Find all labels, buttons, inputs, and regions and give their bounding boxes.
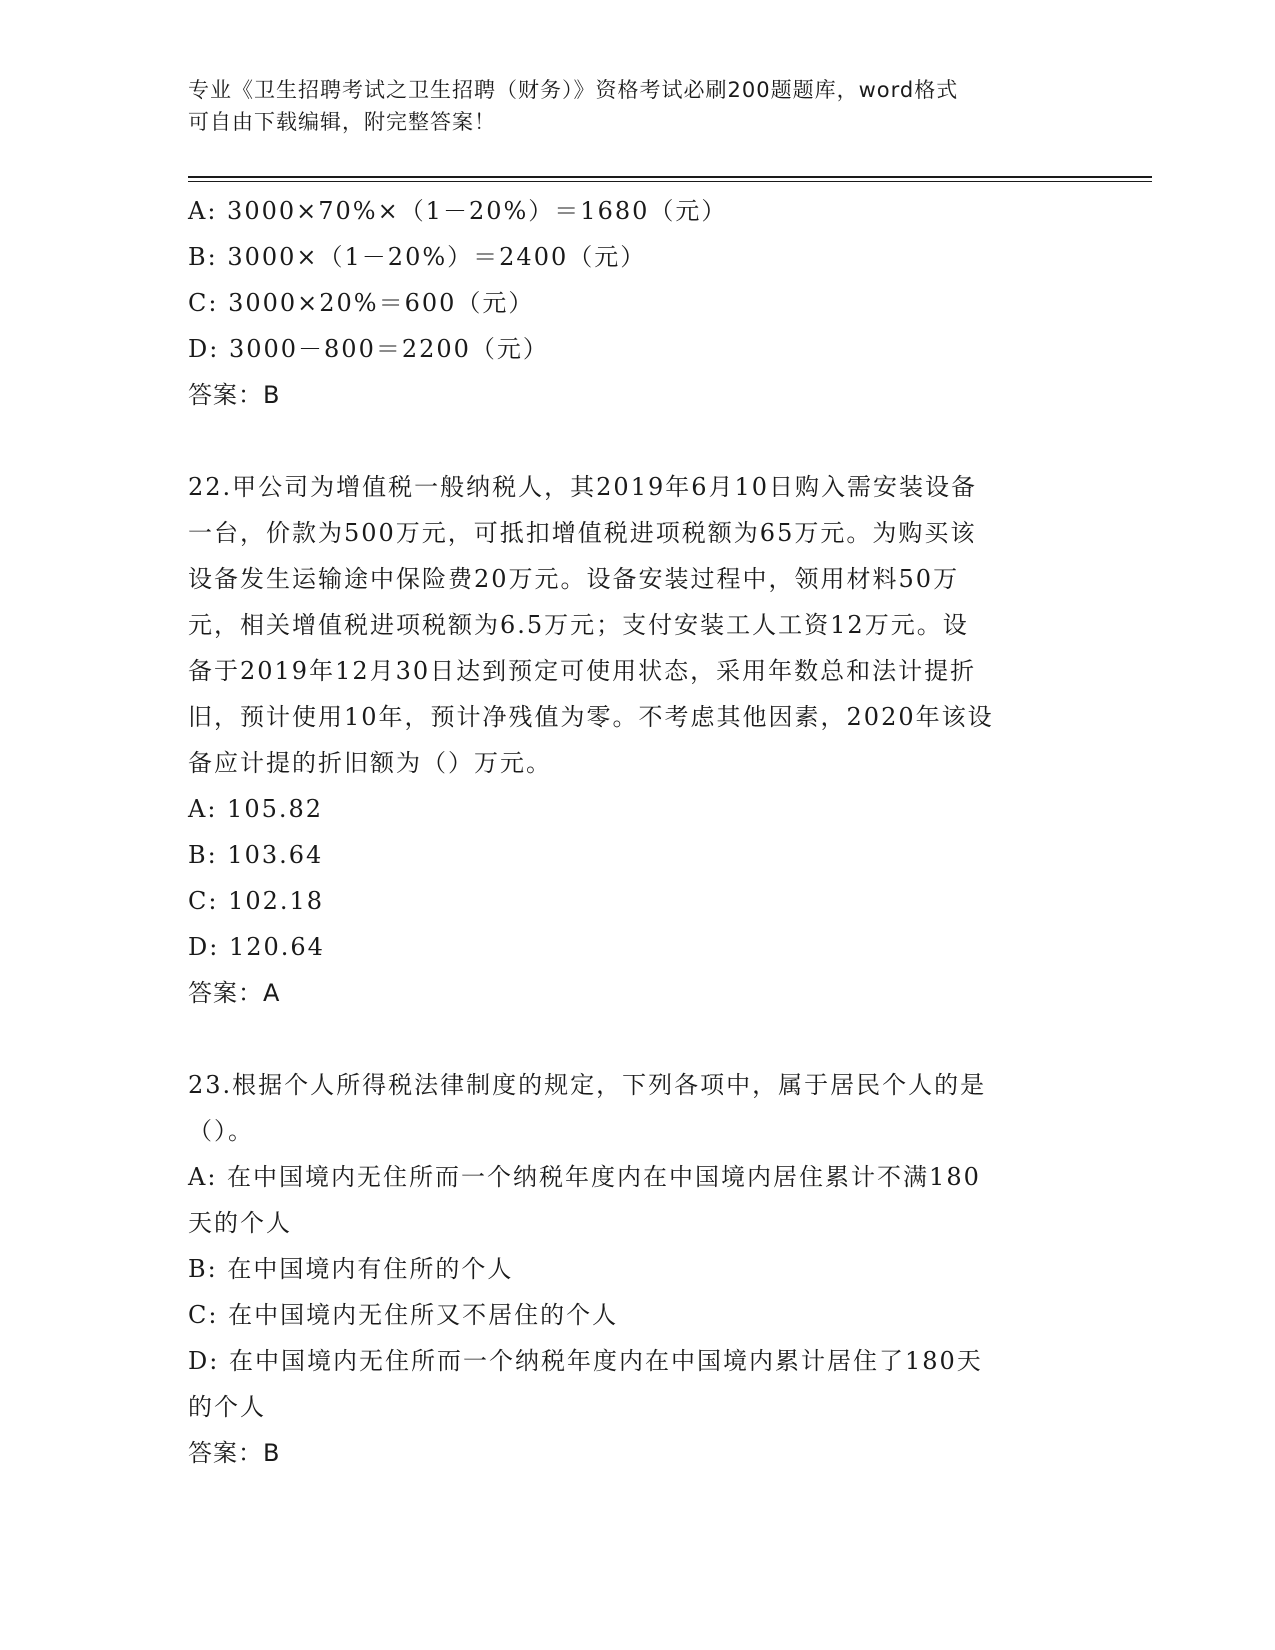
option-d: D: 在中国境内无住所而一个纳税年度内在中国境内累计居住了180天 (188, 1347, 983, 1375)
option-c: C: 102.18 (188, 887, 325, 915)
question-stem-line: 22.甲公司为增值税一般纳税人，其2019年6月10日购入需安装设备 (188, 473, 978, 501)
option-b: B: 103.64 (188, 841, 324, 869)
header-line-1: 专业《卫生招聘考试之卫生招聘（财务）》资格考试必刷200题题库，word格式 (188, 78, 959, 102)
question-stem-line: 23.根据个人所得税法律制度的规定，下列各项中，属于居民个人的是 (188, 1071, 987, 1099)
header-divider-thin (188, 181, 1152, 182)
option-a: A: 105.82 (188, 795, 324, 823)
option-d-continued: 的个人 (188, 1393, 266, 1421)
option-a: A: 3000×70%×（1－20%）＝1680（元） (188, 197, 728, 225)
option-b: B: 在中国境内有住所的个人 (188, 1255, 514, 1283)
answer: 答案：A (188, 979, 281, 1007)
question-stem-line: 元，相关增值税进项税额为6.5万元；支付安装工人工资12万元。设 (188, 611, 969, 639)
option-b: B: 3000×（1－20%）＝2400（元） (188, 243, 647, 271)
question-stem-line: 备应计提的折旧额为（）万元。 (188, 749, 552, 777)
question-21 (188, 188, 1088, 418)
option-d: D: 120.64 (188, 933, 325, 961)
header-divider-thick (188, 176, 1152, 178)
option-a: A: 在中国境内无住所而一个纳税年度内在中国境内居住累计不满180 (188, 1163, 981, 1191)
answer: 答案：B (188, 381, 281, 409)
spacer (188, 1016, 1088, 1062)
option-c: C: 在中国境内无住所又不居住的个人 (188, 1301, 619, 1329)
question-stem-line: （）。 (188, 1117, 254, 1145)
question-content (188, 188, 1088, 1476)
question-stem-line: 设备发生运输途中保险费20万元。设备安装过程中，领用材料50万 (188, 565, 960, 593)
question-stem-line: 备于2019年12月30日达到预定可使用状态，采用年数总和法计提折 (188, 657, 977, 685)
question-stem-line: 一台，价款为500万元，可抵扣增值税进项税额为65万元。为购买该 (188, 519, 977, 547)
document-header (188, 74, 1068, 138)
question-22 (188, 464, 1088, 1016)
spacer (188, 418, 1088, 464)
header-line-2: 可自由下载编辑，附完整答案！ (188, 110, 496, 134)
option-d: D: 3000－800＝2200（元） (188, 335, 549, 363)
question-23 (188, 1062, 1088, 1476)
option-a-continued: 天的个人 (188, 1209, 292, 1237)
question-stem-line: 旧，预计使用10年，预计净残值为零。不考虑其他因素，2020年该设 (188, 703, 994, 731)
option-c: C: 3000×20%＝600（元） (188, 289, 535, 317)
answer: 答案：B (188, 1439, 281, 1467)
